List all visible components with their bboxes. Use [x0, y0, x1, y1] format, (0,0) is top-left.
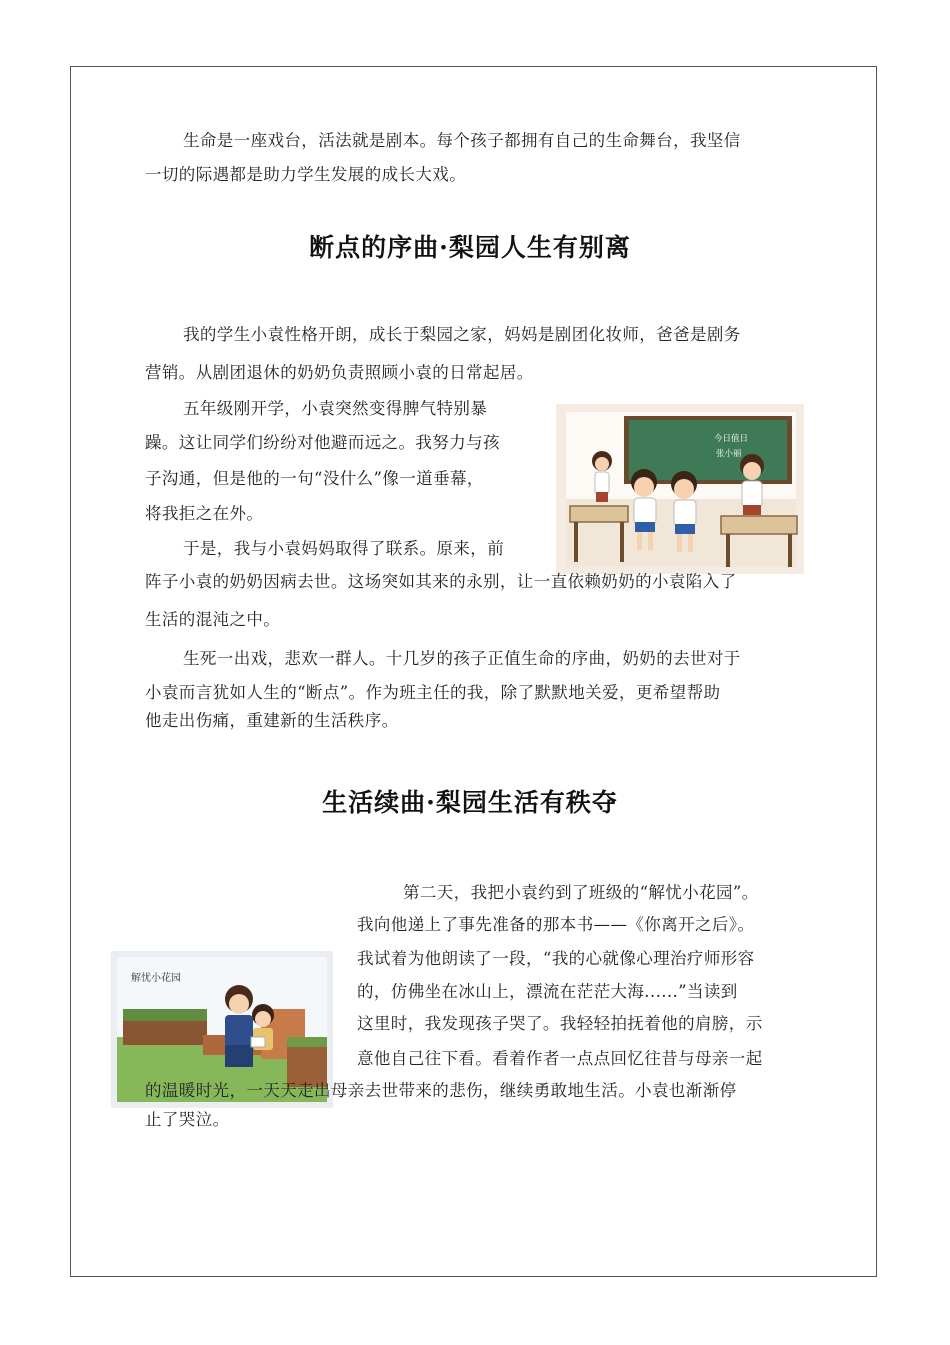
- paragraph-line: 营销。从剧团退休的奶奶负责照顾小袁的日常起居。: [145, 363, 534, 382]
- paragraph-line: 我向他递上了事先准备的那本书——《你离开之后》。: [357, 915, 755, 934]
- paragraph-line: 躁。这让同学们纷纷对他避而远之。我努力与孩: [145, 433, 500, 452]
- section-heading-2: 生活续曲·梨园生活有秩夺: [322, 788, 618, 817]
- paragraph-line: 止了哭泣。: [145, 1110, 230, 1129]
- classroom-illustration: [556, 404, 804, 574]
- paragraph-line: 生活的混沌之中。: [145, 610, 281, 629]
- paragraph-line: 生死一出戏，悲欢一群人。十几岁的孩子正值生命的序曲，奶奶的去世对于: [183, 649, 741, 668]
- paragraph-line: 五年级刚开学，小袁突然变得脾气特别暴: [183, 399, 488, 418]
- paragraph-line: 第二天，我把小袁约到了班级的“解忧小花园”。: [403, 883, 759, 902]
- paragraph-line: 他走出伤痛，重建新的生活秩序。: [145, 711, 399, 730]
- paragraph-line: 将我拒之在外。: [145, 504, 264, 523]
- paragraph-line: 意他自己往下看。看着作者一点点回忆往昔与母亲一起: [357, 1049, 763, 1068]
- paragraph-line: 的，仿佛坐在冰山上，漂流在茫茫大海......”当读到: [357, 982, 738, 1001]
- paragraph-line: 我试着为他朗读了一段，“我的心就像心理治疗师形容: [357, 949, 755, 968]
- board-text: 今日值日: [714, 434, 749, 444]
- paragraph-line: 子沟通，但是他的一句“没什么”像一道垂幕，: [145, 469, 484, 488]
- garden-sign-text: 解忧小花园: [131, 973, 181, 984]
- paragraph-line: 我的学生小袁性格开朗，成长于梨园之家，妈妈是剧团化妆师，爸爸是剧务: [183, 325, 741, 344]
- board-text: 张小丽: [716, 449, 742, 459]
- section-heading-1: 断点的序曲·梨园人生有别离: [309, 233, 631, 262]
- paragraph-line: 的温暖时光，一天天走出母亲去世带来的悲伤，继续勇敢地生活。小袁也渐渐停: [145, 1081, 737, 1100]
- paragraph-line: 阵子小袁的奶奶因病去世。这场突如其来的永别，让一直依赖奶奶的小袁陷入了: [145, 572, 737, 591]
- paragraph-line: 于是，我与小袁妈妈取得了联系。原来，前: [183, 539, 505, 558]
- intro-line: 一切的际遇都是助力学生发展的成长大戏。: [145, 165, 467, 184]
- intro-line: 生命是一座戏台，活法就是剧本。每个孩子都拥有自己的生命舞台，我坚信: [183, 131, 741, 150]
- paragraph-line: 小袁而言犹如人生的“断点”。作为班主任的我，除了默默地关爱，更希望帮助: [145, 683, 721, 702]
- paragraph-line: 这里时，我发现孩子哭了。我轻轻拍抚着他的肩膀，示: [357, 1014, 763, 1033]
